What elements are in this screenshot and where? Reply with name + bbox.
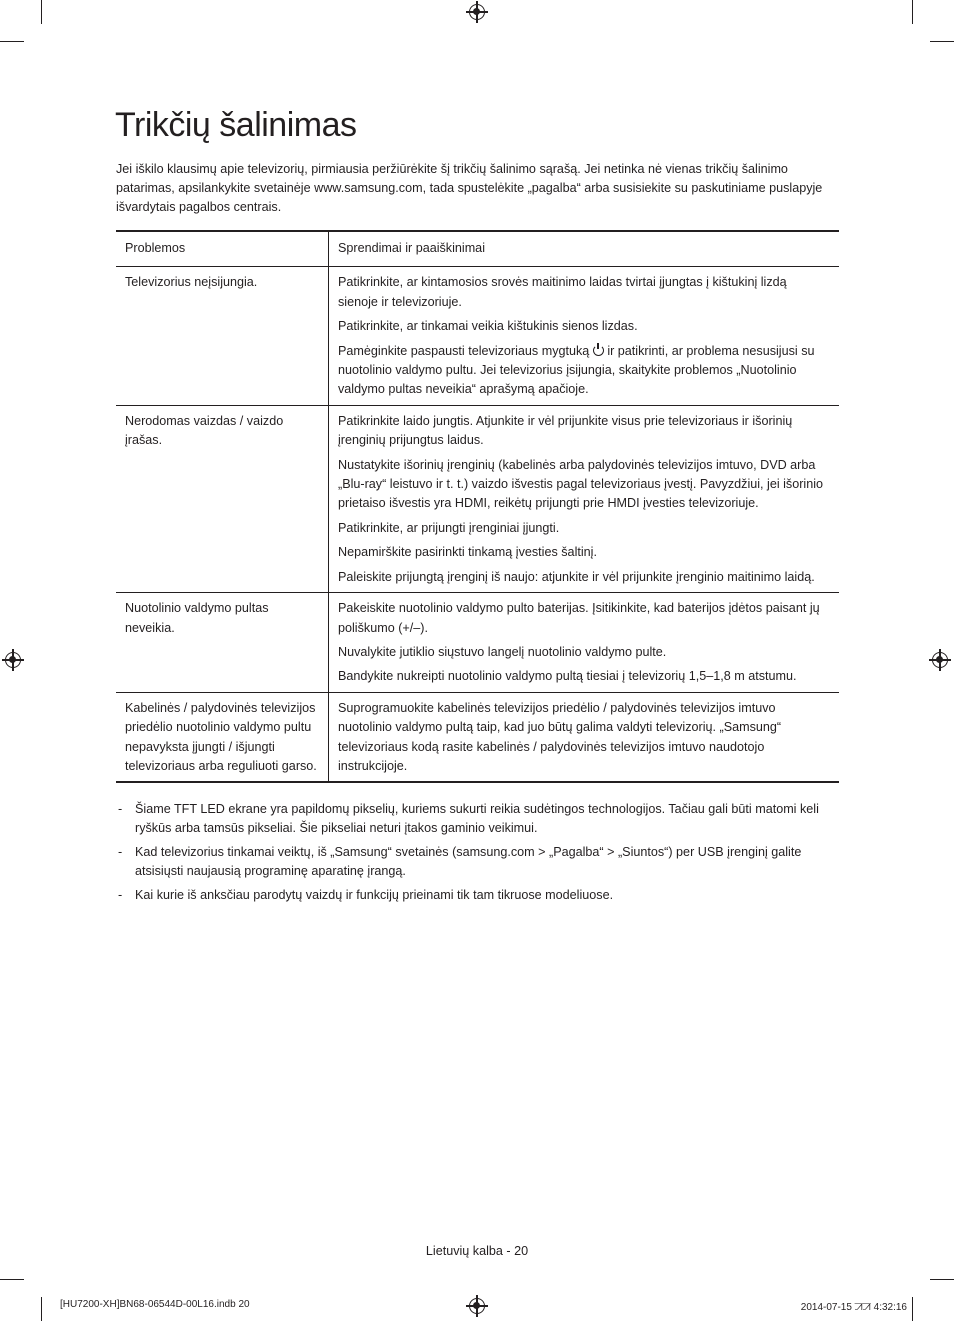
crop-mark: [0, 1279, 24, 1280]
crop-mark: [41, 1297, 42, 1321]
note-text: Kai kurie iš anksčiau parodytų vaizdų ir funkcijų prieinami tik tam tikruose modeliuose.: [135, 887, 614, 902]
page-title: Trikčių šalinimas: [115, 106, 357, 144]
crop-mark: [930, 41, 954, 42]
crop-mark: [41, 0, 42, 24]
crop-mark: [912, 1297, 913, 1321]
solution-text: Nepamirškite pasirinkti tinkamą įvesties šaltinį.: [338, 545, 597, 560]
page-number-label: Lietuvių kalba - 20: [425, 1244, 529, 1258]
table-row: [116, 267, 839, 405]
power-icon: [593, 345, 604, 356]
solution-text: Patikrinkite laido jungtis. Atjunkite ir vėl prijunkite visus prie televizoriaus ir išorinių įrenginių prijungtus laidus.: [338, 413, 793, 448]
note-item: [116, 843, 840, 882]
solution-cell: [329, 692, 840, 782]
solution-text: Patikrinkite, ar tinkamai veikia kištukinis sienos lizdas.: [338, 319, 638, 334]
registration-mark-icon: [932, 652, 948, 668]
solution-text: Nustatykite išorinių įrenginių (kabelinės arba palydovinės televizijos imtuvo, DVD arba „Blu-ray“ leistuvo ir t. t.) vaizdo išvestis pagal televizoriaus įvestį. Pavyzdžiui, jei išorinio prietaiso išvestis yra HDMI, reikėtų prijungti prie HMDI įvesties televizoriuje.: [338, 457, 824, 511]
print-slug-filename: [HU7200-XH]BN68-06544D-00L16.indb 20: [60, 1299, 250, 1310]
table-row: [116, 692, 839, 782]
note-bullet: -: [118, 844, 123, 859]
registration-mark-icon: [469, 4, 485, 20]
table-header-row: [116, 231, 839, 267]
note-bullet: -: [118, 887, 123, 902]
crop-mark: [0, 41, 24, 42]
crop-mark: [930, 1279, 954, 1280]
note-bullet: -: [118, 802, 123, 816]
table-row: [116, 405, 839, 592]
solution-text: Pakeiskite nuotolinio valdymo pulto baterijas. Įsitikinkite, kad baterijos įdėtos paisant jų poliškumo (+/–).: [338, 601, 820, 635]
note-text: Kad televizorius tinkamai veiktų, iš „Samsung“ svetainės (samsung.com > „Pagalba“ > „Siuntos“) per USB įrenginį galite atsisiųsti naujausią programinę aparatinę įrangą.: [135, 844, 802, 879]
registration-mark-icon: [469, 1298, 485, 1314]
notes-list: [116, 800, 840, 909]
registration-mark-icon: [5, 652, 21, 668]
solution-cell: [329, 267, 840, 405]
solution-cell: [329, 593, 840, 693]
solution-cell: [329, 405, 840, 592]
note-item: [116, 800, 840, 839]
column-header-solutions: Sprendimai ir paaiškinimai: [329, 231, 840, 267]
table-row: [116, 593, 839, 693]
problem-cell: Nerodomas vaizdas / vaizdo įrašas.: [116, 405, 329, 592]
solution-text: Patikrinkite, ar kintamosios srovės maitinimo laidas tvirtai įjungtas į kištukinį lizdą sienoje ir televizoriuje.: [338, 275, 787, 309]
note-item: [116, 886, 840, 905]
solution-text: Nuvalykite jutiklio siųstuvo langelį nuotolinio valdymo pulte.: [338, 644, 667, 659]
crop-mark: [912, 0, 913, 24]
troubleshooting-table: [116, 230, 839, 783]
solution-text: Patikrinkite, ar prijungti įrenginiai įjungti.: [338, 520, 560, 535]
solution-text-part: Pamėginkite paspausti televizoriaus mygtuką: [338, 343, 590, 358]
problem-cell: Nuotolinio valdymo pultas neveikia.: [116, 593, 329, 693]
solution-text-part: ir patikrinti, ar problema nesusijusi su nuotolinio valdymo pultu. Jei televizorius įsijungia, skaitykite problemos „Nuotolinio valdymo pultas neveikia“ aprašymą apačioje.: [338, 343, 815, 397]
solution-text: Paleiskite prijungtą įrenginį iš naujo: atjunkite ir vėl prijunkite įrenginio maitinimo laidą.: [338, 569, 815, 584]
solution-text: Bandykite nukreipti nuotolinio valdymo pultą tiesiai į televizorių 1,5–1,8 m atstumu.: [338, 669, 797, 684]
intro-paragraph: Jei iškilo klausimų apie televizorių, pirmiausia peržiūrėkite šį trikčių šalinimo sąrašą. Jei netinka nė vienas trikčių šalinimo patarimas, apsilankykite svetainėje www.samsung.com, tada spustelėkite „pagalba“ arba susisiekite su paskutiniame puslapyje išvardytais pagalbos centrais.: [116, 162, 823, 215]
solution-text: [338, 342, 830, 400]
print-slug-timestamp: 2014-07-15 ꠀꠀ 4:32:16: [800, 1302, 907, 1313]
column-header-problems: Problemos: [116, 231, 329, 267]
note-text: Šiame TFT LED ekrane yra papildomų pikselių, kuriems sukurti reikia sudėtingos technologijos. Tačiau gali būti matomi keli ryškūs arba tamsūs pikseliai. Šie pikseliai neturi įtakos gaminio veikimui.: [135, 802, 819, 836]
problem-cell: Televizorius neįsijungia.: [116, 267, 329, 405]
problem-cell: Kabelinės / palydovinės televizijos priedėlio nuotolinio valdymo pultu nepavyksta įjungti / išjungti televizoriaus arba reguliuoti garso.: [116, 692, 329, 782]
solution-text: Suprogramuokite kabelinės televizijos priedėlio / palydovinės televizijos imtuvo nuotolinio valdymo pultą taip, kad juo būtų galima valdyti televizorių. „Samsung“ televizoriaus kodą rasite kabelinės / palydovinės televizijos imtuvo naudotojo instrukcijoje.: [338, 700, 782, 773]
